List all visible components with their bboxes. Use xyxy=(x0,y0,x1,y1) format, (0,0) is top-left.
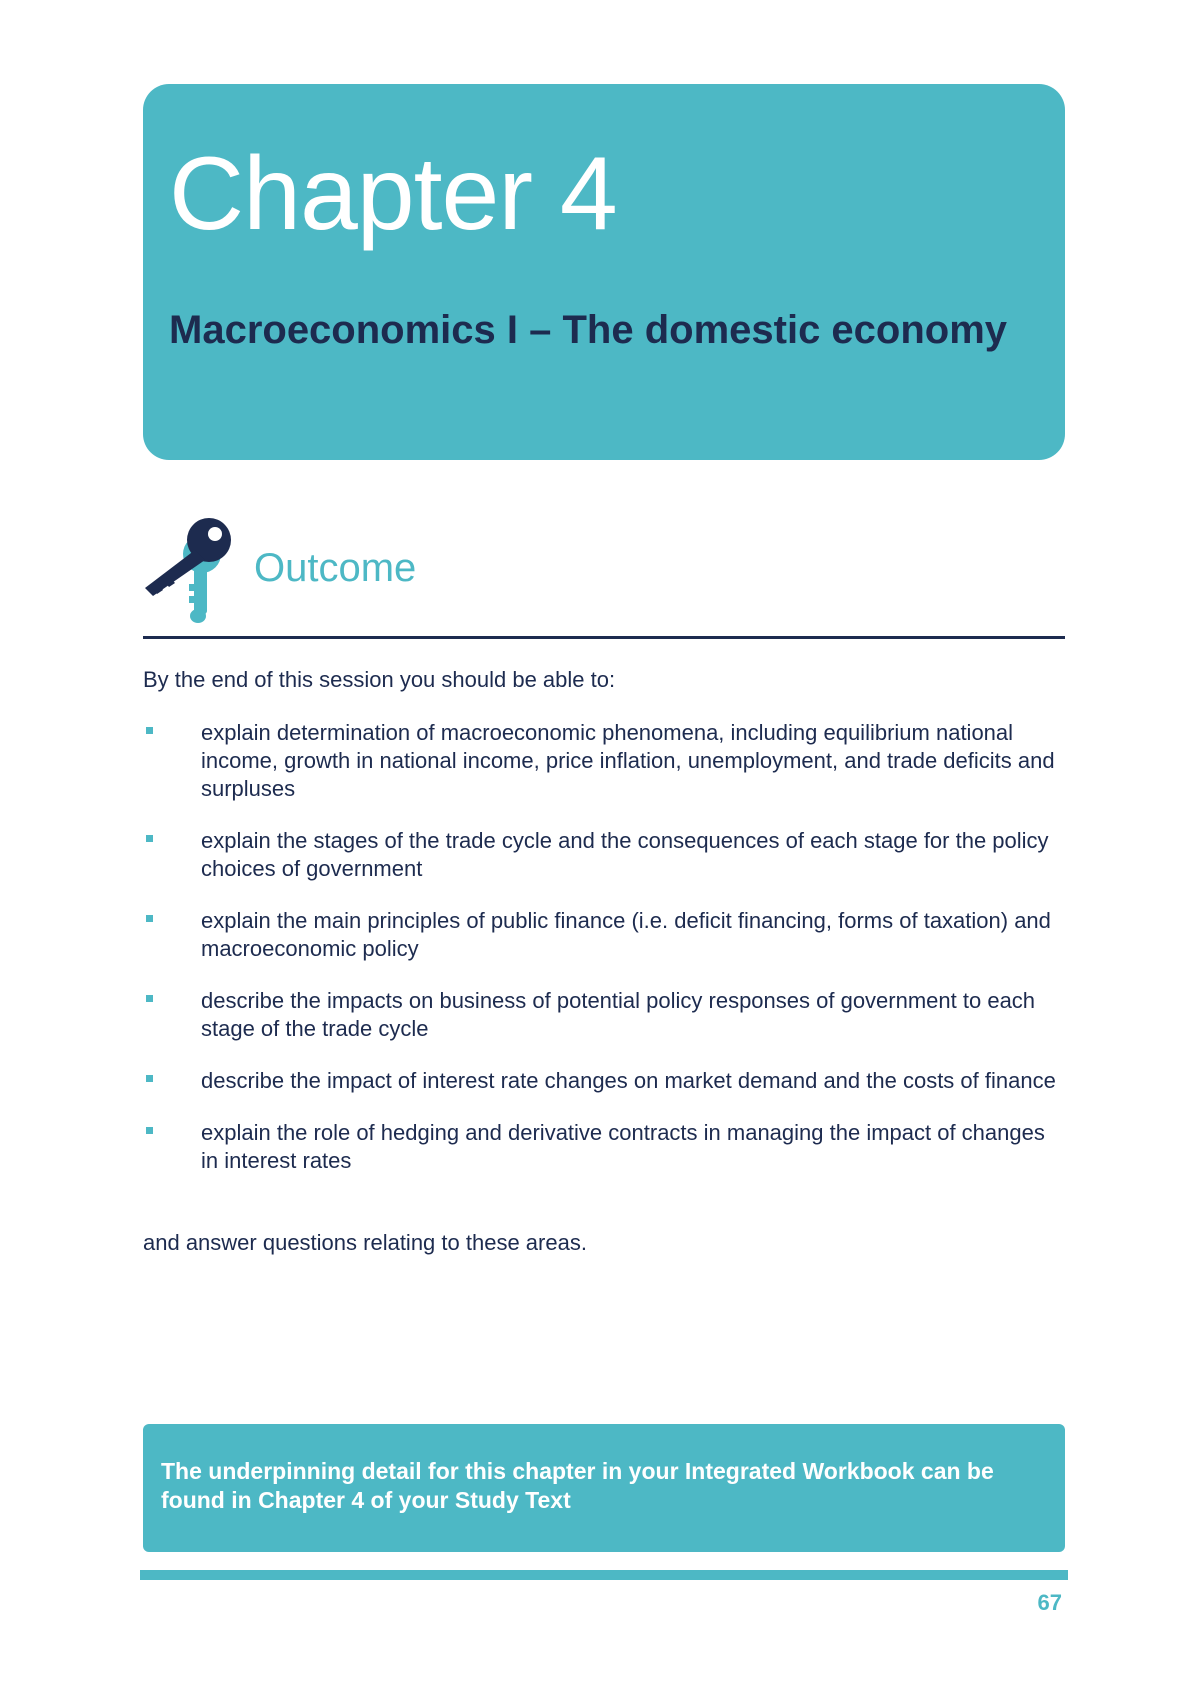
chapter-subtitle: Macroeconomics I – The domestic economy xyxy=(169,308,1008,352)
outcome-item-6 xyxy=(143,1119,1065,1175)
bullet-icon xyxy=(146,835,153,842)
footer-bar xyxy=(140,1570,1068,1580)
outcome-item-text: describe the impacts on business of potential policy responses of government to each stage of the trade cycle xyxy=(201,988,1036,1041)
note-text: The underpinning detail for this chapter in your Integrated Workbook can be found in Chapter 4 of your Study Text xyxy=(161,1458,994,1513)
outcome-item-text: explain the main principles of public finance (i.e. deficit financing, forms of taxation) and macroeconomic policy xyxy=(201,908,1051,961)
outcome-item-text: explain determination of macroeconomic phenomena, including equilibrium national income, growth in national income, price inflation, unemployment, and trade deficits and surpluses xyxy=(201,720,1055,801)
key-icon xyxy=(143,516,239,626)
bullet-icon xyxy=(146,727,153,734)
chapter-header xyxy=(143,84,1065,460)
outcome-intro: By the end of this session you should be able to: xyxy=(143,667,616,692)
bullet-icon xyxy=(146,995,153,1002)
section-divider xyxy=(143,636,1065,639)
outcome-item-text: describe the impact of interest rate changes on market demand and the costs of finance xyxy=(201,1068,1056,1093)
bullet-icon xyxy=(146,1075,153,1082)
outcome-outro: and answer questions relating to these areas. xyxy=(143,1230,587,1255)
outcome-item-text: explain the role of hedging and derivative contracts in managing the impact of changes in interest rates xyxy=(201,1120,1045,1173)
chapter-title: Chapter 4 xyxy=(169,136,617,252)
outcome-item-4 xyxy=(143,987,1065,1043)
outcome-item-3 xyxy=(143,907,1065,963)
study-text-note xyxy=(143,1424,1065,1552)
bullet-icon xyxy=(146,915,153,922)
outcome-item-1 xyxy=(143,719,1065,803)
outcome-item-text: explain the stages of the trade cycle and the consequences of each stage for the policy choices of government xyxy=(201,828,1049,881)
outcome-header xyxy=(143,516,1065,626)
outcome-item-2 xyxy=(143,827,1065,883)
bullet-icon xyxy=(146,1127,153,1134)
page-number: 67 xyxy=(1037,1590,1062,1615)
outcomes-list xyxy=(143,719,1065,1199)
outcome-item-5 xyxy=(143,1067,1065,1095)
outcome-heading: Outcome xyxy=(254,546,417,590)
